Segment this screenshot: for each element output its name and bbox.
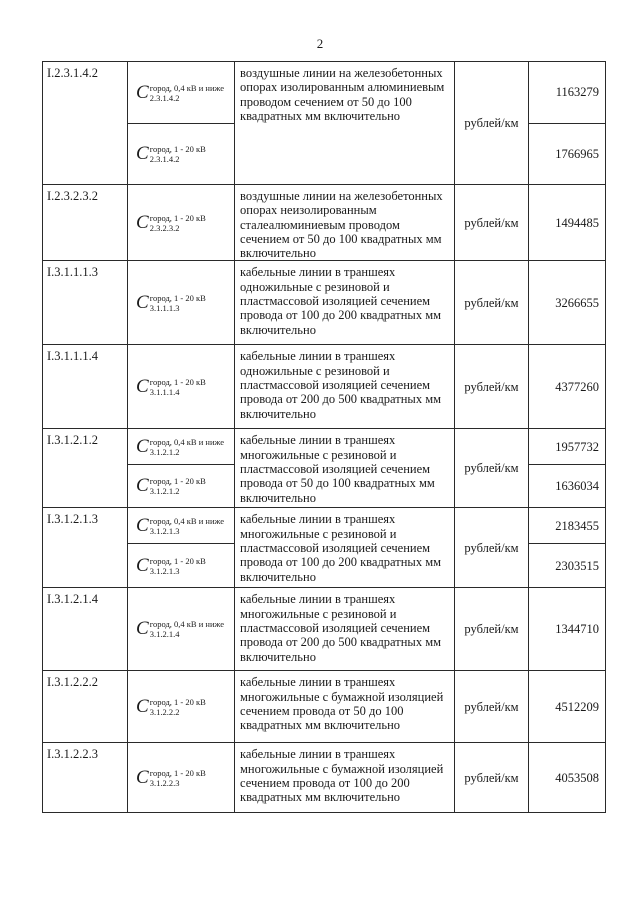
symbol-letter: C — [136, 695, 149, 717]
row-value: 1636034 — [529, 465, 606, 508]
symbol-group — [128, 83, 234, 103]
row-value: 2183455 — [529, 508, 606, 544]
tariff-symbol — [128, 261, 235, 345]
symbol-group — [128, 437, 234, 457]
symbol-superscript: город, 1 - 20 кВ — [149, 292, 206, 303]
tariff-symbol — [128, 185, 235, 261]
symbol-subscript: 3.1.2.1.3 — [149, 565, 180, 576]
symbol-group — [128, 556, 234, 576]
symbol-letter: C — [136, 375, 149, 397]
row-code: I.3.1.1.1.4 — [43, 345, 128, 429]
row-value: 4512209 — [529, 671, 606, 743]
tariff-symbol — [128, 62, 235, 124]
symbol-superscript: город, 0,4 кВ и ниже — [149, 436, 225, 447]
row-description: кабельные линии в траншеях многожильные с бумажной изоляцией сечением провода от 100 до 200 квадратных мм включительно — [235, 743, 455, 813]
row-code: I.2.3.2.3.2 — [43, 185, 128, 261]
symbol-superscript: город, 1 - 20 кВ — [149, 212, 206, 223]
symbol-scripts — [150, 377, 206, 397]
symbol-letter: C — [136, 143, 149, 164]
symbol-superscript: город, 0,4 кВ и ниже — [149, 619, 225, 630]
table-row — [43, 588, 606, 671]
symbol-superscript: город, 1 - 20 кВ — [149, 476, 206, 487]
symbol-subscript: 3.1.2.2.2 — [149, 706, 180, 717]
symbol-subscript: 3.1.1.1.3 — [149, 302, 180, 313]
row-unit: рублей/км — [455, 588, 529, 671]
symbol-letter: C — [136, 211, 149, 233]
symbol-superscript: город, 0,4 кВ и ниже — [149, 515, 225, 526]
row-description: кабельные линии в траншеях многожильные с резиновой и пластмассовой изоляцией сечением провода от 200 до 500 квадратных мм включительно — [235, 588, 455, 671]
symbol-scripts — [150, 293, 206, 313]
symbol-scripts — [150, 83, 224, 103]
symbol-group — [128, 697, 234, 717]
symbol-superscript: город, 1 - 20 кВ — [149, 696, 206, 707]
symbol-group — [128, 144, 234, 164]
row-value: 4053508 — [529, 743, 606, 813]
row-code: I.3.1.1.1.3 — [43, 261, 128, 345]
row-value: 1494485 — [529, 185, 606, 261]
tariff-symbol — [128, 544, 235, 588]
tariff-table-body — [43, 62, 606, 813]
row-code: I.3.1.2.1.2 — [43, 429, 128, 508]
row-unit: рублей/км — [455, 345, 529, 429]
table-row — [43, 185, 606, 261]
row-code: I.3.1.2.2.2 — [43, 671, 128, 743]
symbol-scripts — [150, 213, 206, 233]
tariff-symbol — [128, 345, 235, 429]
row-description: кабельные линии в траншеях одножильные с резиновой и пластмассовой изоляцией сечением провода от 200 до 500 квадратных мм включительно — [235, 345, 455, 429]
row-value: 2303515 — [529, 544, 606, 588]
symbol-group — [128, 293, 234, 313]
symbol-scripts — [150, 476, 206, 496]
row-value: 4377260 — [529, 345, 606, 429]
symbol-subscript: 3.1.2.1.4 — [149, 629, 180, 640]
tariff-symbol — [128, 508, 235, 544]
row-description: кабельные линии в траншеях многожильные с резиновой и пластмассовой изоляцией сечением провода от 50 до 100 квадратных мм включительно — [235, 429, 455, 508]
symbol-subscript: 3.1.2.2.3 — [149, 777, 180, 788]
symbol-superscript: город, 1 - 20 кВ — [149, 376, 206, 387]
tariff-symbol — [128, 429, 235, 465]
row-description: кабельные линии в траншеях многожильные с резиновой и пластмассовой изоляцией сечением провода от 100 до 200 квадратных мм включительно — [235, 508, 455, 588]
symbol-subscript: 2.3.2.3.2 — [149, 222, 180, 233]
symbol-subscript: 3.1.1.1.4 — [149, 386, 180, 397]
row-code: I.3.1.2.1.3 — [43, 508, 128, 588]
symbol-letter: C — [136, 435, 149, 457]
row-code: I.2.3.1.4.2 — [43, 62, 128, 185]
symbol-letter: C — [136, 514, 149, 536]
symbol-superscript: город, 1 - 20 кВ — [149, 767, 206, 778]
symbol-letter: C — [136, 554, 149, 576]
symbol-letter: C — [136, 475, 149, 497]
row-unit: рублей/км — [455, 671, 529, 743]
symbol-scripts — [150, 619, 224, 639]
symbol-scripts — [150, 768, 206, 788]
symbol-group — [128, 213, 234, 233]
table-row — [43, 345, 606, 429]
symbol-subscript: 3.1.2.1.3 — [149, 525, 180, 536]
row-description: воздушные линии на железобетонных опорах неизолированным сталеалюминиевым проводом сечением от 50 до 100 квадратных мм включительно — [235, 185, 455, 261]
row-code: I.3.1.2.2.3 — [43, 743, 128, 813]
symbol-scripts — [150, 556, 206, 576]
row-unit: рублей/км — [455, 429, 529, 508]
symbol-group — [128, 516, 234, 536]
table-row — [43, 508, 606, 544]
table-row — [43, 743, 606, 813]
symbol-group — [128, 768, 234, 788]
row-unit: рублей/км — [455, 743, 529, 813]
symbol-letter: C — [136, 618, 149, 640]
symbol-letter: C — [136, 291, 149, 313]
symbol-group — [128, 377, 234, 397]
symbol-subscript: 2.3.1.4.2 — [149, 154, 180, 164]
table-row — [43, 429, 606, 465]
row-description: кабельные линии в траншеях одножильные с резиновой и пластмассовой изоляцией сечением провода от 100 до 200 квадратных мм включительно — [235, 261, 455, 345]
symbol-scripts — [150, 697, 206, 717]
row-value: 1163279 — [529, 62, 606, 124]
tariff-symbol — [128, 124, 235, 185]
row-unit: рублей/км — [455, 62, 529, 185]
row-value: 3266655 — [529, 261, 606, 345]
table-row — [43, 62, 606, 124]
page-number: 2 — [316, 36, 324, 51]
symbol-group — [128, 476, 234, 496]
table-row — [43, 671, 606, 743]
row-value: 1344710 — [529, 588, 606, 671]
row-unit: рублей/км — [455, 261, 529, 345]
row-code: I.3.1.2.1.4 — [43, 588, 128, 671]
row-description: воздушные линии на железобетонных опорах изолированным алюминиевым проводом сечением от 50 до 100 квадратных мм включительно — [235, 62, 455, 185]
symbol-subscript: 2.3.1.4.2 — [149, 92, 180, 103]
row-description: кабельные линии в траншеях многожильные с бумажной изоляцией сечением провода от 50 до 100 квадратных мм включительно — [235, 671, 455, 743]
tariff-table — [42, 61, 606, 813]
tariff-symbol — [128, 743, 235, 813]
tariff-symbol — [128, 671, 235, 743]
tariff-symbol — [128, 588, 235, 671]
symbol-scripts — [150, 516, 224, 536]
symbol-scripts — [150, 144, 206, 164]
symbol-scripts — [150, 437, 224, 457]
symbol-subscript: 3.1.2.1.2 — [149, 486, 180, 497]
symbol-letter: C — [136, 766, 149, 788]
symbol-superscript: город, 1 - 20 кВ — [149, 555, 206, 566]
row-unit: рублей/км — [455, 508, 529, 588]
symbol-superscript: город, 0,4 кВ и ниже — [149, 82, 225, 93]
symbol-subscript: 3.1.2.1.2 — [149, 446, 180, 457]
row-value: 1766965 — [529, 124, 606, 185]
row-unit: рублей/км — [455, 185, 529, 261]
row-value: 1957732 — [529, 429, 606, 465]
tariff-symbol — [128, 465, 235, 508]
table-row — [43, 261, 606, 345]
symbol-superscript: город, 1 - 20 кВ — [149, 144, 206, 154]
symbol-group — [128, 619, 234, 639]
symbol-letter: C — [136, 81, 149, 103]
